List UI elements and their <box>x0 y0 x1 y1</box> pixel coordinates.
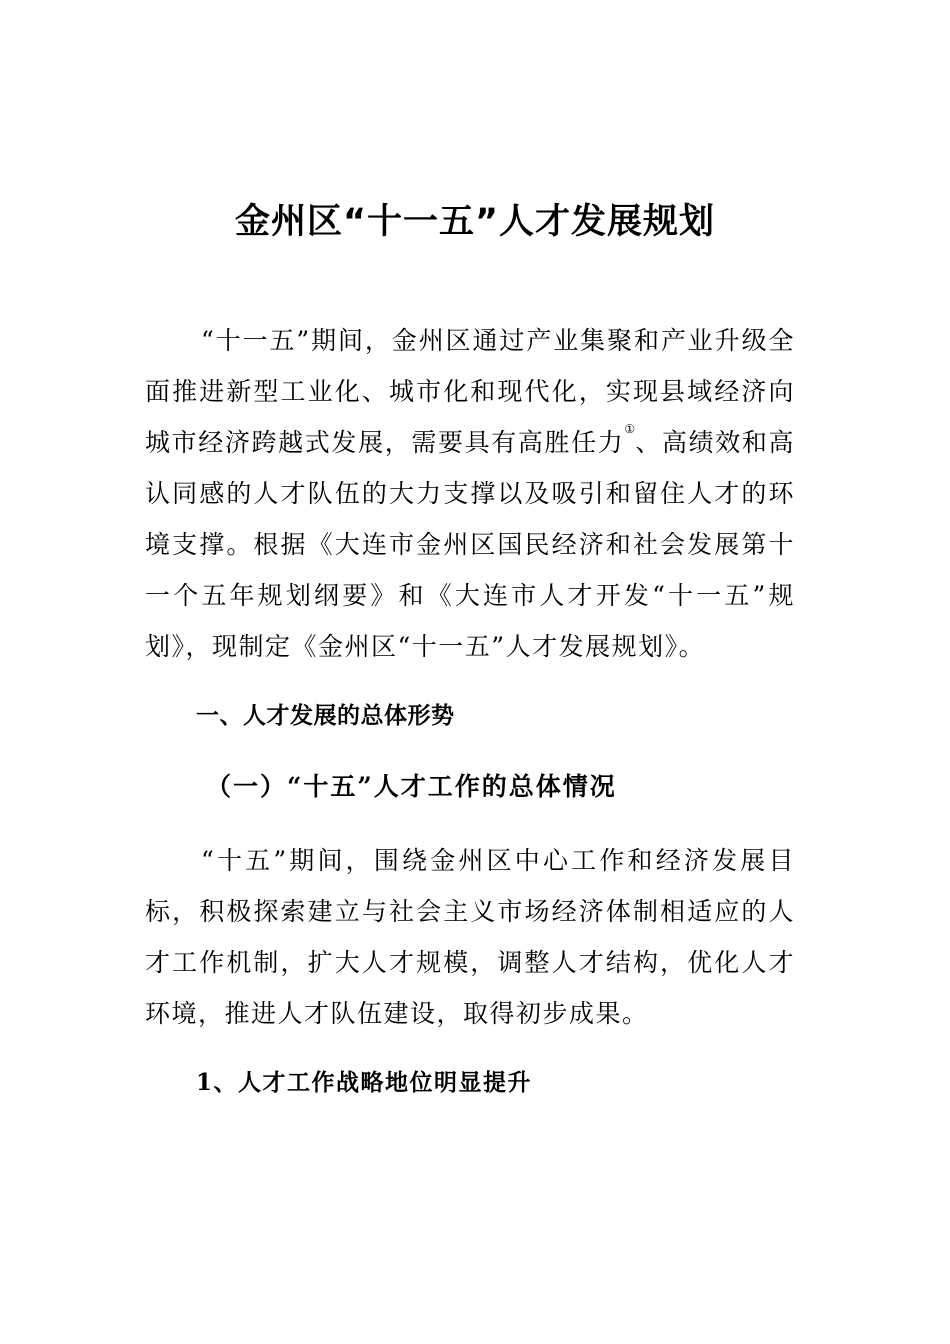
section-heading: 一、人才发展的总体形势 <box>196 703 455 729</box>
intro-text-part-1: “十一五”期间，金州区通过产业集聚和产业升级全面推进新型工业化、城市化和现代化，实现县域经济向城市经济跨越式发展，需要具有高胜任力 <box>145 326 795 457</box>
document-title: 金州区“十一五”人才发展规划 <box>234 202 715 242</box>
subsection-paragraph: “十五”期间，围绕金州区中心工作和经济发展目标，积极探索建立与社会主义市场经济体制相适应的人才工作机制，扩大人才规模，调整人才结构，优化人才环境，推进人才队伍建设，取得初步成果。 <box>145 846 795 1028</box>
subsection-heading: （一）“十五”人才工作的总体情况 <box>206 772 617 801</box>
intro-text-part-2: 、高绩效和高认同感的人才队伍的大力支撑以及吸引和留住人才的环境支撑。根据《大连市金州区国民经济和社会发展第十一个五年规划纲要》和《大连市人才开发“十一五”规划》，现制定《金州区“十一五”人才发展规划》。 <box>145 428 795 661</box>
intro-paragraph <box>145 315 795 672</box>
item-heading: 1、人才工作战略地位明显提升 <box>196 1069 533 1096</box>
footnote-marker[interactable]: ① <box>624 422 636 436</box>
